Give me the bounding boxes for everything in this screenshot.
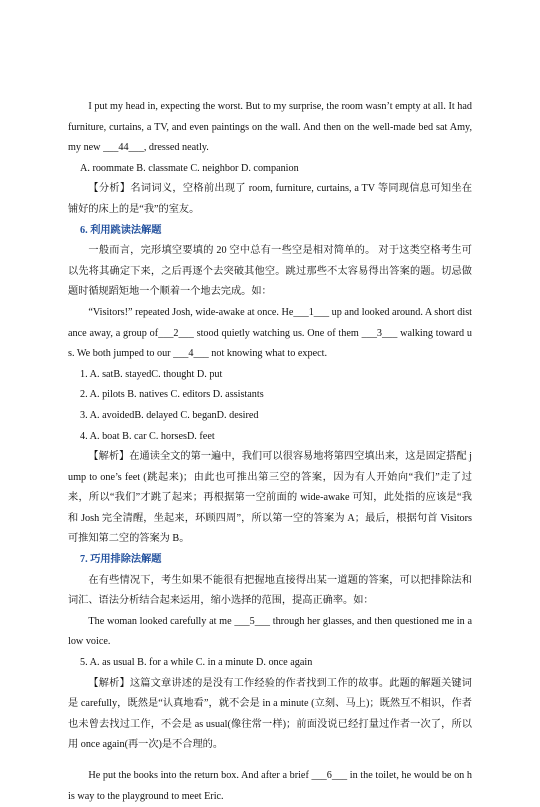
section-heading: 6. 利用跳读法解题: [80, 224, 162, 236]
paragraph: He put the books into the return box. And after a brief ___6___ in the toilet, he would be on his way to the playground to meet Eric.: [68, 770, 472, 802]
section-heading: 7. 巧用排除法解题: [80, 554, 162, 566]
paragraph: 【解析】在通读全文的第一遍中，我们可以很容易地将第四空填出来，这是固定搭配 jump to one’s feet (跳起来)；由此也可推出第三空的答案，因为有人开始向“我们”走了过来，所以“我们”才跳了起来；再根据第一空前面的 wide-awake 可知，此处指的应该是“我和 Josh 完全清醒，坐起来，环顾四周”，所以第一空的答案为 A；最后，根据句首 Visitors 可推知第二空的答案为 B。: [68, 451, 472, 545]
option-line: 3. A. avoidedB. delayed C. beganD. desired: [80, 409, 259, 421]
paragraph: “Visitors!” repeated Josh, wide-awake at once. He___1___ up and looked around. A short distance away, a group of___2___ stood quietly watching us. One of them ___3___ walking toward us. We both jumped to our ___4___ not knowing what to expect.: [68, 306, 472, 360]
paragraph-spacer: [68, 756, 472, 766]
paragraph: 一般而言，完形填空要填的 20 空中总有一些空是相对简单的。 对于这类空格考生可以先将其确定下来，之后再逐个去突破其他空。跳过那些不太容易得出答案的题。切忌做题时循规蹈矩地一个顺着一个地去完成。如：: [68, 245, 472, 298]
paragraph: 【解析】这篇文章讲述的是没有工作经验的作者找到工作的故事。此题的解题关键词是 carefully，既然是“认真地看”，就不会是 in a minute (立刻、马上)；既然互不相识，作者也未曾去找过工作，不会是 as usual(像往常一样)；前面没说已经打量过作者一次了，所以用 once again(再一次)是不合理的。: [68, 677, 472, 751]
option-line: 5. A. as usual B. for a while C. in a minute D. once again: [80, 657, 313, 669]
option-line: 4. A. boat B. car C. horsesD. feet: [80, 430, 215, 442]
option-line: A. roommate B. classmate C. neighbor D. companion: [80, 162, 299, 174]
paragraph: The woman looked carefully at me ___5___ through her glasses, and then questioned me in a low voice.: [68, 615, 472, 648]
paragraph: I put my head in, expecting the worst. But to my surprise, the room wasn’t empty at all. It had furniture, curtains, a TV, and even paintings on the wall. And then on the well-made bed sat Amy, my new ___44___, dressed neatly.: [68, 101, 472, 154]
paragraph: 【分析】名词词义，空格前出现了 room, furniture, curtains, a TV 等同现信息可知坐在铺好的床上的是“我”的室友。: [68, 183, 472, 215]
option-line: 1. A. satB. stayedC. thought D. put: [80, 368, 223, 380]
option-line: 2. A. pilots B. natives C. editors D. assistants: [80, 389, 264, 401]
document-body: [68, 97, 472, 807]
paragraph: 在有些情况下，考生如果不能很有把握地直接得出某一道题的答案，可以把排除法和词汇、语法分析结合起来运用，缩小选择的范围，提高正确率。如：: [68, 574, 472, 607]
